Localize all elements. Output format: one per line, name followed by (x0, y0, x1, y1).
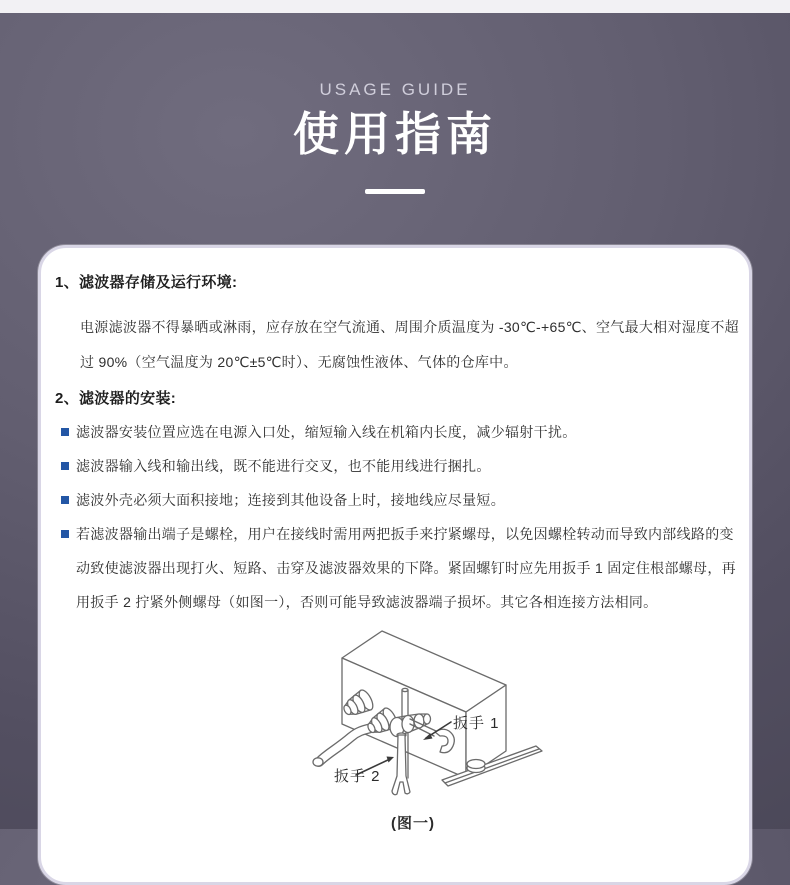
bullet-square-icon (61, 428, 69, 436)
figure-caption: (图一) (391, 815, 435, 832)
bullet-text: 滤波外壳必须大面积接地；连接到其他设备上时，接地线应尽量短。 (76, 492, 505, 508)
bullet-square-icon (61, 496, 69, 504)
page-title: 使用指南 (293, 108, 497, 160)
bullet-square-icon (61, 530, 69, 538)
section1-paragraph: 电源滤波器不得暴晒或淋雨，应存放在空气流通、周围介质温度为 -30℃-+65℃、空气最大相对湿度不超过 90%（空气温度为 20℃±5℃时）、无腐蚀性液体、气体的仓库中。 (80, 319, 739, 370)
filter-wrench-diagram (304, 628, 544, 804)
section2-heading: 2、滤波器的安装: (55, 390, 177, 407)
list-item (55, 449, 741, 483)
usage-guide-card (38, 245, 752, 885)
page-header (0, 0, 790, 194)
list-item (55, 517, 741, 619)
wrench-2-label: 扳手 2 (334, 768, 381, 785)
bullet-text: 滤波器安装位置应选在电源入口处，缩短输入线在机箱内长度，减少辐射干扰。 (76, 424, 577, 440)
bullet-text: 若滤波器输出端子是螺栓，用户在接线时需用两把扳手来拧紧螺母，以免因螺栓转动而导致内部线路的变动致使滤波器出现打火、短路、击穿及滤波器效果的下降。紧固螺钉时应先用扳手 1 固定住根部螺母，再用扳手 2 拧紧外侧螺母（如图一），否则可能导致滤波器端子损坏。其它各相连接方法相同。 (76, 526, 736, 610)
eyebrow-text: USAGE GUIDE (319, 80, 471, 99)
list-item (55, 415, 741, 449)
bullet-square-icon (61, 462, 69, 470)
list-item (55, 483, 741, 517)
top-white-strip (0, 0, 790, 13)
bullet-text: 滤波器输入线和输出线，既不能进行交叉，也不能用线进行捆扎。 (76, 458, 491, 474)
section1-heading: 1、滤波器存储及运行环境: (55, 274, 238, 291)
title-underline-dash (365, 189, 425, 194)
installation-bullet-list (55, 415, 741, 619)
wrench-1-label: 扳手 1 (453, 715, 500, 732)
card-content (41, 248, 749, 833)
